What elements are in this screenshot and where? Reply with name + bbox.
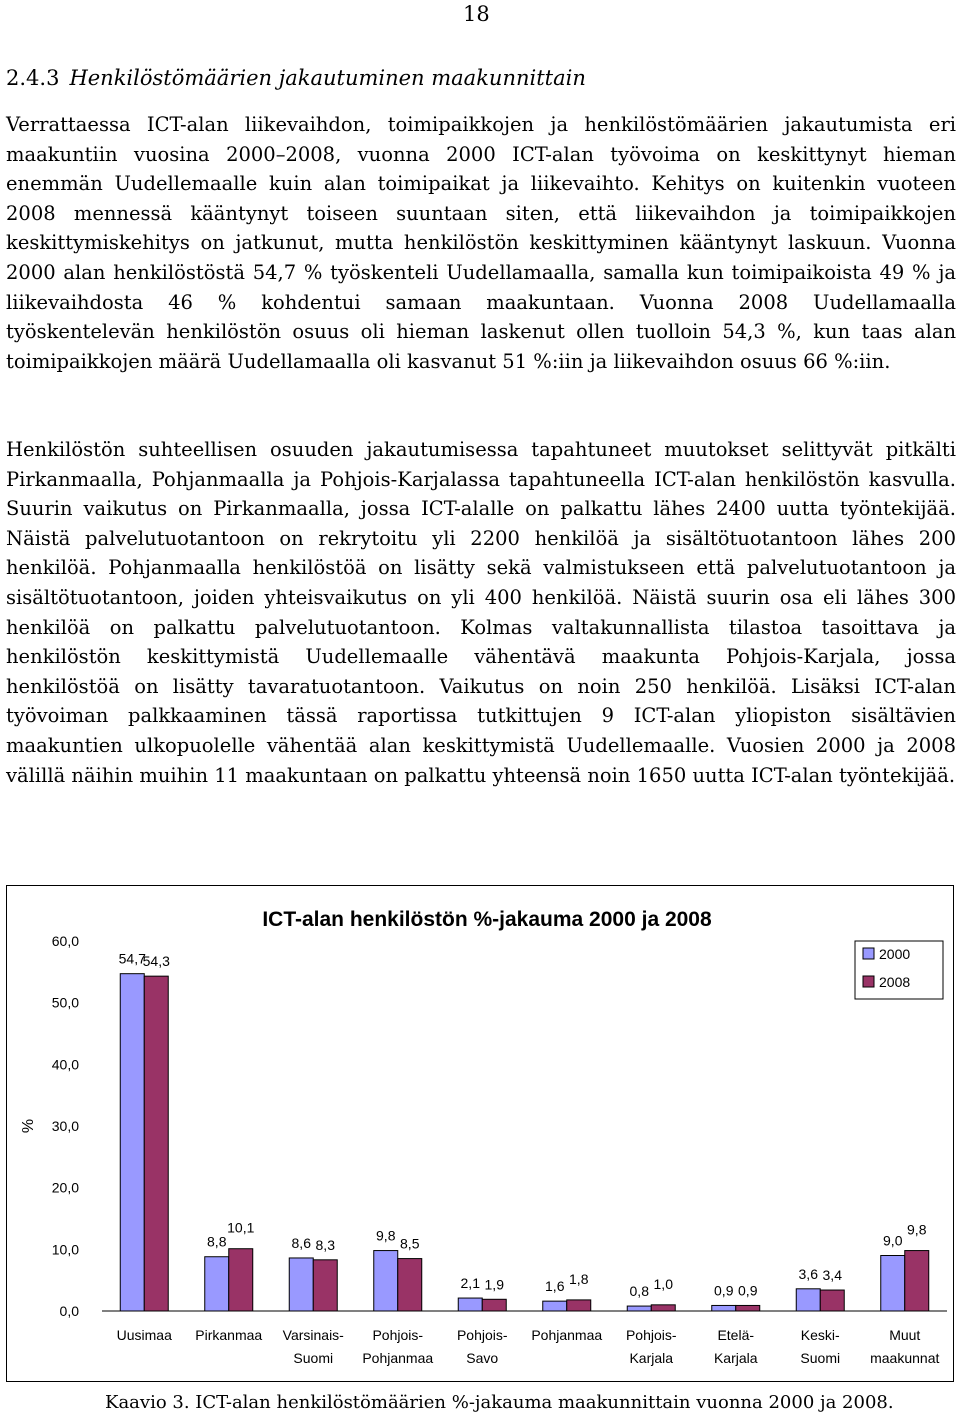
bar-2008 (736, 1305, 760, 1311)
data-label: 8,8 (207, 1233, 227, 1250)
x-tick-label: Etelä- (717, 1327, 755, 1343)
figure-caption: Kaavio 3. ICT-alan henkilöstömäärien %-jakauma maakunnittain vuonna 2000 ja 2008. (105, 1392, 894, 1413)
bar-2000 (881, 1256, 905, 1312)
y-tick-label: 60,0 (51, 933, 79, 949)
data-label: 2,1 (460, 1275, 480, 1292)
y-tick-label: 20,0 (51, 1179, 79, 1196)
bar-2008 (820, 1290, 844, 1311)
bar-2000 (458, 1298, 482, 1311)
bar-chart (7, 886, 953, 1381)
data-label: 9,8 (907, 1221, 927, 1238)
bar-2000 (374, 1251, 398, 1311)
bar-2000 (205, 1257, 229, 1311)
section-title: Henkilöstömäärien jakautuminen maakunnittain (69, 66, 586, 90)
chart-frame (6, 885, 954, 1382)
bar-2000 (543, 1301, 567, 1311)
data-label: 54,7 (118, 950, 146, 967)
paragraph-2: Henkilöstön suhteellisen osuuden jakautumisessa tapahtuneet muutokset selittyvät pitkälti Pirkanmaalla, Pohjanmaalla ja Pohjois-Karjalassa tapahtuneella ICT-alan henkilöstön kasvulla. Suurin vaikutus on Pirkanmaalla, jossa ICT-alalle on palkattu lähes 2400 uutta työntekijää. Näistä palvelutuotantoon on rekrytoitu yli 2200 henkilöä ja sisältötuotantoon lähes 200 henkilöä. Pohjanmaalla henkilöstöä on lisätty sekä valmistukseen että palvelutuotantoon ja sisältötuotantoon, joiden yhteisvaikutus on yli 400 henkilöä. Näistä suurin osa eli lähes 300 henkilöä on palkattu palvelutuotantoon. Kolmas valtakunnallista tilastoa tasoittava ja henkilöstön keskittymistä Uudellemaalle vähentävä maakunta Pohjois-Karjala, jossa henkilöstöä on lisätty tavaratuotantoon. Vaikutus on noin 250 henkilöä. Lisäksi ICT-alan työvoiman palkkaaminen tässä raportissa tutkittujen 9 ICT-alan yliopiston sisältävien maakuntien ulkopuolelle vähentää alan keskittymistä Uudellemaalle. Vuosien 2000 ja 2008 välillä näihin muihin 11 maakuntaan on palkattu yhteensä noin 1650 uutta ICT-alan työntekijää. (6, 438, 956, 787)
bar-2000 (289, 1258, 313, 1311)
data-label: 0,9 (714, 1282, 734, 1299)
y-axis-label: % (20, 1118, 37, 1134)
legend-label-2000: 2000 (879, 946, 911, 962)
data-label: 9,8 (376, 1227, 396, 1244)
x-tick-label: Karjala (629, 1350, 674, 1366)
bar-2008 (313, 1260, 337, 1311)
y-tick-label: 40,0 (51, 1056, 79, 1073)
data-label: 1,0 (653, 1275, 673, 1292)
data-label: 1,6 (545, 1278, 565, 1295)
data-label: 1,8 (569, 1270, 589, 1287)
legend-swatch-2008 (863, 976, 874, 987)
data-label: 8,6 (291, 1234, 311, 1251)
bar-2008 (905, 1251, 929, 1311)
data-label: 8,5 (400, 1235, 420, 1252)
data-label: 3,4 (822, 1267, 842, 1284)
x-tick-label: Uusimaa (116, 1327, 172, 1343)
x-tick-label: Karjala (713, 1350, 758, 1366)
x-tick-label: Pohjois- (625, 1327, 677, 1343)
bar-2008 (144, 976, 168, 1311)
data-label: 10,1 (227, 1219, 255, 1236)
x-tick-label: Pohjanmaa (362, 1350, 434, 1366)
x-tick-label: Savo (466, 1350, 499, 1366)
bar-2000 (796, 1289, 820, 1311)
bar-2000 (627, 1306, 651, 1311)
section-number: 2.4.3 (6, 66, 60, 90)
x-tick-label: Pirkanmaa (195, 1327, 263, 1343)
section-heading (6, 66, 586, 90)
bar-2008 (229, 1249, 253, 1311)
legend-swatch-2000 (863, 948, 874, 959)
x-tick-label: Keski- (800, 1327, 840, 1343)
data-label: 1,9 (484, 1276, 504, 1293)
page-number: 18 (463, 2, 490, 26)
data-label: 9,0 (883, 1232, 903, 1249)
x-tick-label: Varsinais- (282, 1327, 344, 1343)
y-tick-label: 10,0 (51, 1241, 79, 1258)
paragraph-1: Verrattaessa ICT-alan liikevaihdon, toimipaikkojen ja henkilöstömäärien jakautumista eri maakuntiin vuosina 2000–2008, vuonna 2000 ICT-alan työvoima on keskittynyt hieman enemmän Uudellemaalle kuin alan toimipaikat ja liikevaihto. Kehitys on kuitenkin vuoteen 2008 mennessä kääntynyt toiseen suuntaan siten, että liikevaihdon ja toimipaikkojen keskittymiskehitys on jatkunut, mutta henkilöstön keskittyminen kääntynyt laskuun. Vuonna 2000 alan henkilöstöstä 54,7 % työskenteli Uudellamaalla, samalla kun toimipaikoista 49 % ja liikevaihdosta 46 % kohdentui samaan maakuntaan. Vuonna 2008 Uudellamaalla työskentelevän henkilöstön osuus oli hieman laskenut ollen tuolloin 54,3 %, kun taas alan toimipaikkojen määrä Uudellamaalla oli kasvanut 51 %:iin ja liikevaihdon osuus 66 %:iin. (6, 113, 956, 373)
x-tick-label: Pohjois- (372, 1327, 424, 1343)
bar-2008 (398, 1259, 422, 1311)
x-tick-label: Pohjanmaa (531, 1327, 603, 1343)
legend-label-2008: 2008 (879, 974, 911, 990)
chart-title: ICT-alan henkilöstön %-jakauma 2000 ja 2008 (262, 908, 712, 931)
x-tick-label: Suomi (293, 1350, 334, 1366)
data-label: 8,3 (315, 1236, 335, 1253)
y-tick-label: 30,0 (51, 1118, 79, 1134)
y-tick-label: 0,0 (59, 1303, 79, 1319)
x-tick-label: Muut (889, 1327, 921, 1343)
bar-2008 (567, 1300, 591, 1311)
data-label: 0,9 (738, 1282, 758, 1299)
data-label: 3,6 (798, 1265, 818, 1282)
x-tick-label: Pohjois- (456, 1327, 508, 1343)
x-tick-label: maakunnat (870, 1350, 940, 1366)
data-label: 0,8 (629, 1283, 649, 1300)
bar-2000 (120, 974, 144, 1311)
x-tick-label: Suomi (800, 1350, 841, 1366)
data-label: 54,3 (142, 953, 170, 970)
y-tick-label: 50,0 (51, 994, 79, 1011)
bar-2008 (651, 1305, 675, 1311)
bar-2008 (482, 1299, 506, 1311)
bar-2000 (712, 1305, 736, 1311)
